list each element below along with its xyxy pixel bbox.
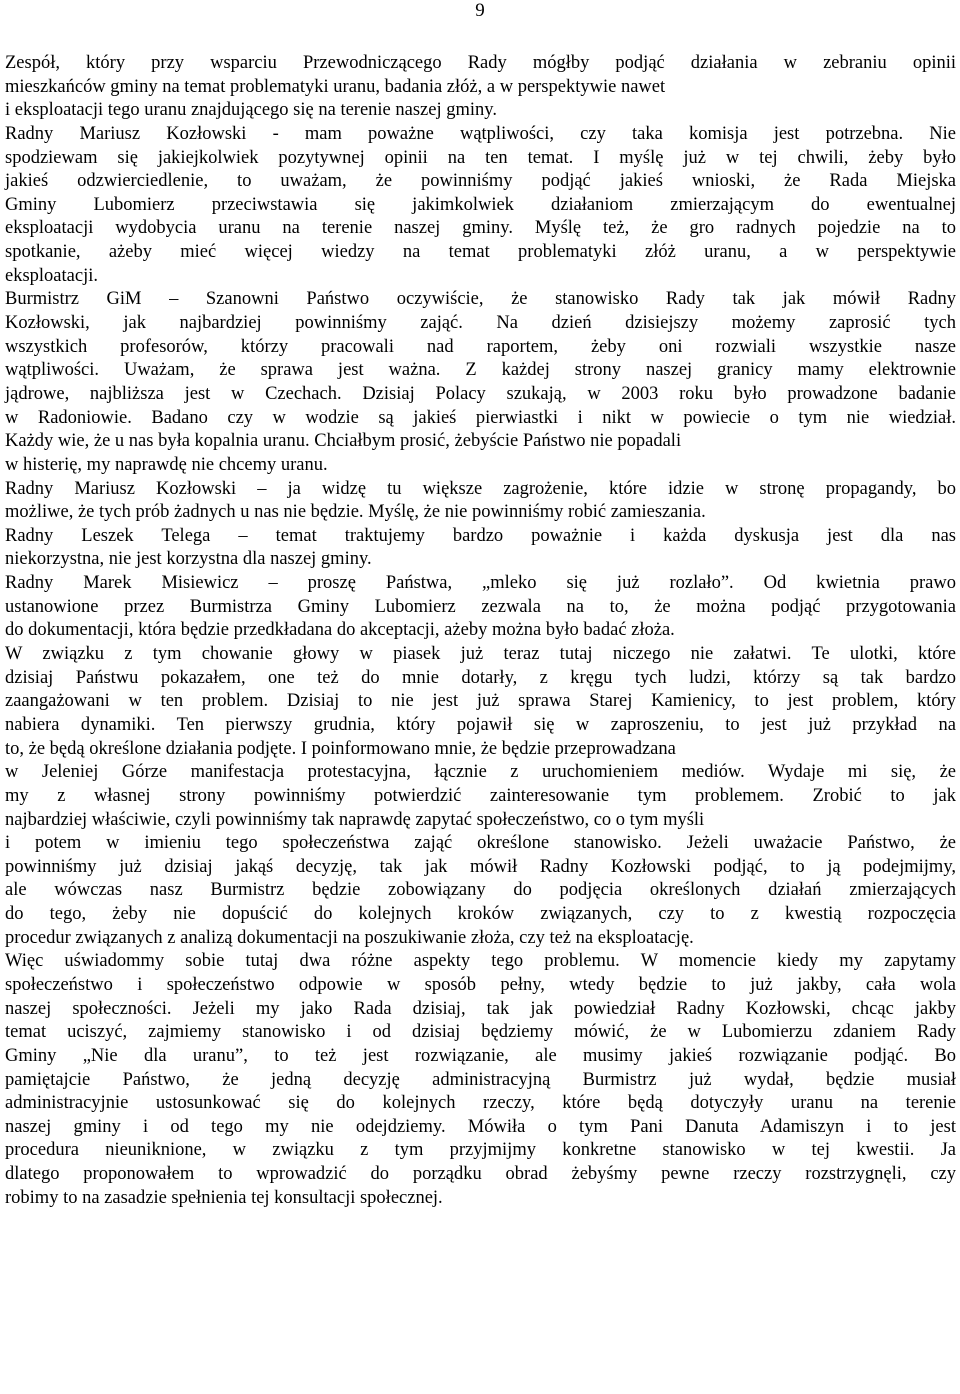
text-line: jądrowe, najbliższa jest w Czechach. Dzisiaj Polacy szukają, w 2003 roku było prowadzone badanie: [5, 383, 956, 404]
text-line: do dokumentacji, która będzie przedkładana do akceptacji, ażeby można było badać złoża.: [5, 620, 675, 641]
text-line: do tego, żeby nie dopuścić do kolejnych kroków związanych, czy to z kwestią rozpoczęcia: [5, 904, 956, 925]
text-line: ustanowione przez Burmistrza Gminy Lubomierz zezwala na to, że można podjąć przygotowania: [5, 596, 956, 617]
body-text: [5, 52, 956, 1210]
text-line: dlatego proponowałem to wprowadzić do porządku obrad żebyśmy pewne rzeczy rozstrzygnęli, czy: [5, 1164, 956, 1185]
text-line: i potem w imieniu tego społeczeństwa zająć określone stanowisko. Jeżeli uważacie Państwo, że: [5, 833, 956, 854]
text-line: zaangażowani w ten problem. Dzisiaj to nie jest już sprawa Starej Kamienicy, to jest problem, który: [5, 691, 956, 712]
text-line: Radny Marek Misiewicz – proszę Państwa, „mleko się już rozlało”. Od kwietnia prawo: [5, 573, 956, 594]
text-line: Radny Leszek Telega – temat traktujemy bardzo poważnie i każda dyskusja jest dla nas: [5, 525, 956, 546]
text-line: w Radoniowie. Badano czy w wodzie są jakieś pierwiastki i nikt w powiecie o tym nie wiedział.: [5, 407, 956, 428]
text-line: robimy to na zasadzie spełnienia tej konsultacji społecznej.: [5, 1187, 443, 1208]
text-line: Zespół, który przy wsparciu Przewodniczącego Rady mógłby podjąć działania w zebraniu opinii: [5, 53, 956, 73]
text-line: Radny Mariusz Kozłowski - mam poważne wątpliwości, czy taka komisja jest potrzebna. Nie: [5, 123, 956, 144]
page-number: 9: [475, 0, 485, 21]
text-line: my z własnej strony powinniśmy potwierdzić zainteresowanie tym problemem. Zrobić to jak: [5, 785, 956, 806]
text-line: w histerię, my naprawdę nie chcemy uranu.: [5, 454, 328, 475]
text-line: to, że będą określone działania podjęte. I poinformowano mnie, że będzie przeprowadzana: [5, 738, 676, 759]
text-line: nabiera dynamiki. Ten pierwszy grudnia, który pojawił się w zaproszeniu, to jest już przykład na: [5, 714, 956, 735]
text-line: Każdy wie, że u nas była kopalnia uranu. Chciałbym prosić, żebyście Państwo nie popadali: [5, 431, 682, 452]
text-line: ale wówczas nasz Burmistrz będzie zobowiązany do podjęcia określonych działań zmierzających: [5, 880, 956, 901]
text-line: jakieś odzwierciedlenie, to uważam, że powinniśmy podjąć jakieś wnioski, że Rada Miejska: [5, 171, 956, 192]
text-line: administracyjnie ustosunkować się do kolejnych rzeczy, które będą dotyczyły uranu na terenie: [5, 1093, 956, 1114]
text-line: Gminy Lubomierz przeciwstawia się jakimkolwiek działaniom zmierzającym do ewentualnej: [5, 194, 956, 215]
text-line: spotkanie, ażeby mieć więcej wiedzy na temat problematyki złóż uranu, a w perspektywie: [5, 242, 956, 263]
text-line: pamiętajcie Państwo, że jedną decyzję administracyjną Burmistrz już wydał, będzie musiał: [5, 1069, 956, 1090]
text-line: procedura nieuniknione, w związku z tym przyjmijmy konkretne stanowisko w tej kwestii. Ja: [5, 1140, 956, 1161]
text-line: eksploatacji wydobycia uranu na terenie naszej gminy. Myślę też, że gro radnych pojedzie na to: [5, 218, 956, 239]
text-line: niekorzystna, nie jest korzystna dla naszej gminy.: [5, 549, 372, 570]
text-line: Gminy „Nie dla uranu”, to też jest rozwiązanie, ale musimy jakieś rozwiązanie podjąć. Bo: [5, 1045, 956, 1066]
text-line: wątpliwości. Uważam, że sprawa jest ważna. Z każdej strony naszej granicy mamy elektrownie: [5, 360, 956, 381]
text-line: najbardziej właściwie, czyli powinniśmy tak naprawdę zapytać społeczeństwo, co o tym myśli: [5, 809, 705, 830]
text-line: temat uciszyć, zajmiemy stanowisko i od dzisiaj będziemy mówić, że w Lubomierzu zdaniem Rady: [5, 1022, 956, 1043]
text-line: możliwe, że tych prób żadnych u nas nie będzie. Myślę, że nie powinniśmy robić zamieszania.: [5, 502, 706, 523]
text-line: procedur związanych z analizą dokumentacji na poszukiwanie złoża, czy też na eksploatację.: [5, 927, 694, 948]
text-line: i eksploatacji tego uranu znajdującego się na terenie naszej gminy.: [5, 100, 497, 121]
text-line: Burmistrz GiM – Szanowni Państwo oczywiście, że stanowisko Rady tak jak mówił Radny: [5, 289, 956, 310]
text-line: w Jeleniej Górze manifestacja protestacyjna, łącznie z uruchomieniem mediów. Wydaje mi się, że: [5, 762, 956, 783]
text-line: społeczeństwo i społeczeństwo odpowie w sposób pełny, wtedy będzie to już jakby, cała wola: [5, 974, 956, 995]
text-line: dzisiaj Państwu pokazałem, one też do mnie dotarły, z kręgu tych ludzi, którzy są tak bardzo: [5, 667, 956, 688]
text-line: naszej społeczności. Jeżeli my jako Rada dzisiaj, tak jak powiedział Radny Kozłowski, chcąc jakby: [5, 998, 956, 1019]
text-line: Więc uświadommy sobie tutaj dwa różne aspekty tego problemu. W momencie kiedy my zapytamy: [5, 951, 956, 972]
text-line: wszystkich profesorów, którzy pracowali nad raportem, żeby oni rozwiali wszystkie nasze: [5, 336, 956, 357]
text-line: W związku z tym chowanie głowy w piasek już teraz tutaj niczego nie załatwi. Te ulotki, które: [5, 644, 956, 665]
text-line: eksploatacji.: [5, 265, 98, 286]
text-line: Radny Mariusz Kozłowski – ja widzę tu większe zagrożenie, które idzie w stronę propagandy, bo: [5, 478, 956, 499]
text-line: naszej gminy i od tego my nie odejdziemy. Mówiła o tym Pani Danuta Adamiszyn i to jest: [5, 1116, 956, 1137]
text-line: mieszkańców gminy na temat problematyki uranu, badania złóż, a w perspektywie nawet: [5, 76, 666, 97]
text-line: powinniśmy już dzisiaj jakąś decyzję, tak jak mówił Radny Kozłowski podjąć, to ją podejmijmy,: [5, 856, 956, 877]
text-line: Kozłowski, jak najbardziej powinniśmy zająć. Na dzień dzisiejszy możemy zaprosić tych: [5, 313, 956, 334]
text-line: spodziewam się jakiejkolwiek pozytywnej opinii na ten temat. I myślę już w tej chwili, żeby było: [5, 147, 956, 168]
